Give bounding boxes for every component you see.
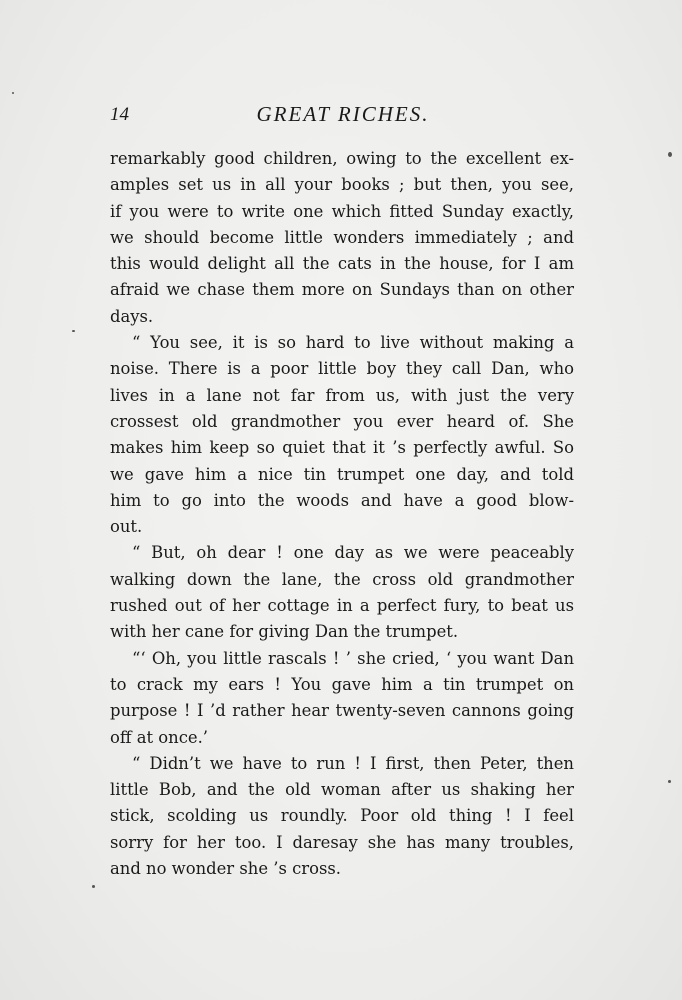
paper-speck xyxy=(92,885,95,888)
body-text xyxy=(110,146,574,882)
text-line: “ You see, it is so hard to live without making a xyxy=(132,333,574,353)
text-line: crossest old grandmother you ever heard of. She xyxy=(110,411,574,431)
text-line: out. xyxy=(110,517,143,537)
text-line: to crack my ears ! You gave him a tin trumpet on xyxy=(110,674,574,694)
text-line: little Bob, and the old woman after us shaking her xyxy=(110,780,574,800)
text-line: him to go into the woods and have a good blow- xyxy=(110,490,574,510)
paper-speck xyxy=(72,330,75,332)
page-header xyxy=(110,104,576,132)
text-line: days. xyxy=(110,306,154,326)
text-line: with her cane for giving Dan the trumpet. xyxy=(110,622,459,642)
text-line: “ Didn’t we have to run ! I first, then Peter, then xyxy=(132,753,574,773)
text-line: makes him keep so quiet that it ’s perfectly awful. So xyxy=(110,438,574,458)
text-line: if you were to write one which fitted Sunday exactly, xyxy=(110,201,574,221)
text-line: purpose ! I ’d rather hear twenty-seven cannons going xyxy=(110,701,574,721)
text-line: off at once.’ xyxy=(110,727,209,747)
page-number: 14 xyxy=(110,104,129,125)
text-line: this would delight all the cats in the house, for I am xyxy=(110,254,574,274)
paper-speck xyxy=(668,152,672,157)
text-line: noise. There is a poor little boy they call Dan, who xyxy=(110,359,574,379)
text-line: “ But, oh dear ! one day as we were peaceably xyxy=(132,543,574,563)
text-line: stick, scolding us roundly. Poor old thing ! I feel xyxy=(110,806,574,826)
text-line: sorry for her too. I daresay she has many troubles, xyxy=(110,832,574,852)
text-line: afraid we chase them more on Sundays than on other xyxy=(110,280,574,300)
running-title: GREAT RICHES. xyxy=(256,102,430,126)
paper-speck xyxy=(12,92,14,94)
text-line: we gave him a nice tin trumpet one day, and told xyxy=(110,464,574,484)
text-line: lives in a lane not far from us, with just the very xyxy=(110,385,574,405)
text-line: and no wonder she ’s cross. xyxy=(110,859,341,879)
text-line: remarkably good children, owing to the excellent ex- xyxy=(110,149,574,168)
text-line: amples set us in all your books ; but then, you see, xyxy=(110,175,574,195)
text-line: rushed out of her cottage in a perfect fury, to beat us xyxy=(110,596,574,616)
text-line: “‘ Oh, you little rascals ! ’ she cried, ‘ you want Dan xyxy=(132,648,574,668)
paper-speck xyxy=(668,780,671,783)
text-line: we should become little wonders immediately ; and xyxy=(110,227,574,247)
text-line: walking down the lane, the cross old grandmother xyxy=(110,569,574,589)
